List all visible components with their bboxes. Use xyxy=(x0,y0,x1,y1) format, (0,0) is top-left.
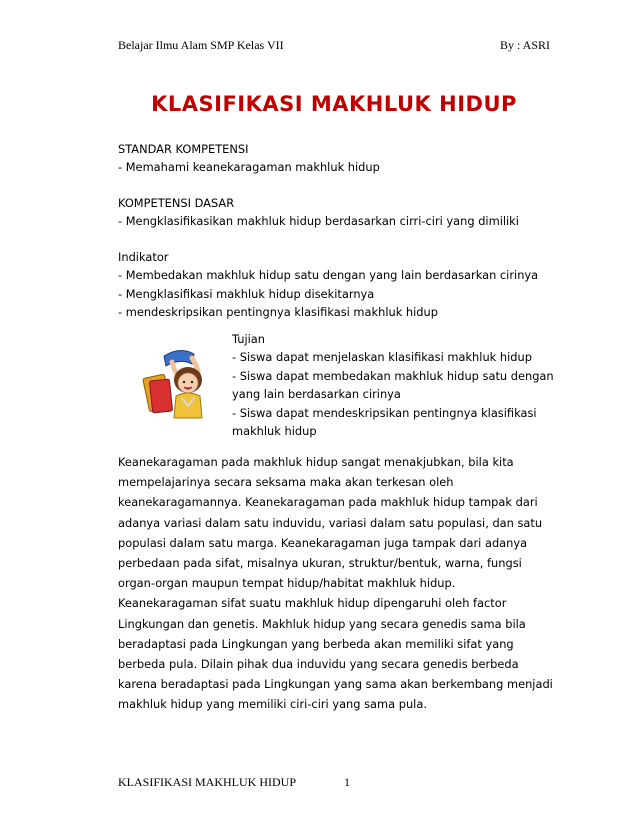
standar-kompetensi-item: - Memahami keanekaragaman makhluk hidup xyxy=(118,160,380,175)
tujuan-heading: Tujian xyxy=(232,332,265,346)
paragraph-line: Lingkungan dan genetis. Makhluk hidup yang secara genedis sama bila xyxy=(118,616,526,631)
kompetensi-dasar-heading: KOMPETENSI DASAR xyxy=(118,196,235,210)
indikator-item: - Mengklasifikasi makhluk hidup disekitarnya xyxy=(118,286,375,301)
student-with-books-illustration xyxy=(142,336,228,422)
paragraph-line: Keanekaragaman pada makhluk hidup sangat menakjubkan, bila kita xyxy=(118,455,514,469)
standar-kompetensi-section xyxy=(118,140,558,177)
paragraph-line: berbeda pula. Dilain pihak dua induvidu yang secara genedis berbeda xyxy=(118,657,519,672)
indikator-item: - mendeskripsikan pentingnya klasifikasi makhluk hidup xyxy=(118,305,438,320)
indikator-heading: Indikator xyxy=(118,250,169,264)
tujuan-line: yang lain berdasarkan cirinya xyxy=(232,387,401,402)
paragraph-line: Keanekaragaman sifat suatu makhluk hidup dipengaruhi oleh factor xyxy=(118,596,507,611)
paragraph-line: beradaptasi pada Lingkungan yang berbeda akan memiliki sifat yang xyxy=(118,636,514,651)
paragraph-line: makhluk hidup yang memiliki ciri-ciri yang sama pula. xyxy=(118,697,427,712)
standar-kompetensi-heading: STANDAR KOMPETENSI xyxy=(118,142,249,156)
header-left-text: Belajar Ilmu Alam SMP Kelas VII xyxy=(118,38,284,52)
body-paragraph xyxy=(118,452,558,715)
paragraph-line: populasi dalam satu marga. Keanekaragaman juga tampak dari adanya xyxy=(118,535,528,550)
indikator-item: - Membedakan makhluk hidup satu dengan yang lain berdasarkan cirinya xyxy=(118,268,539,283)
indikator-section xyxy=(118,248,558,322)
paragraph-line: perbedaan pada sifat, misalnya ukuran, struktur/bentuk, warna, fungsi xyxy=(118,556,522,571)
page-number: 1 xyxy=(344,775,350,789)
paragraph-line: keanekaragamannya. Keanekaragaman pada makhluk hidup tampak dari xyxy=(118,495,538,510)
header-right-text: By : ASRI xyxy=(499,38,550,52)
paragraph-line: karena beradaptasi pada Lingkungan yang sama akan berkembang menjadi xyxy=(118,677,553,692)
tujuan-line: - Siswa dapat menjelaskan klasifikasi makhluk hidup xyxy=(232,350,532,365)
paragraph-line: adanya variasi dalam satu induvidu, variasi dalam satu populasi, dan satu xyxy=(118,515,543,530)
document-title: KLASIFIKASI MAKHLUK HIDUP xyxy=(151,92,517,116)
kompetensi-dasar-section xyxy=(118,194,558,231)
kompetensi-dasar-item: - Mengklasifikasikan makhluk hidup berdasarkan cirri-ciri yang dimiliki xyxy=(118,214,519,229)
tujuan-line: - Siswa dapat mendeskripsikan pentingnya klasifikasi xyxy=(232,405,537,420)
paragraph-line: mempelajarinya secara seksama maka akan terkesan oleh xyxy=(118,475,454,490)
paragraph-line: organ-organ maupun tempat hidup/habitat makhluk hidup. xyxy=(118,576,456,591)
tujuan-line: makhluk hidup xyxy=(232,424,317,439)
page-header xyxy=(118,38,550,54)
footer-title: KLASIFIKASI MAKHLUK HIDUP xyxy=(118,775,297,789)
tujuan-section xyxy=(232,330,562,440)
page-footer xyxy=(118,775,350,790)
tujuan-line: - Siswa dapat membedakan makhluk hidup satu dengan xyxy=(232,368,554,383)
